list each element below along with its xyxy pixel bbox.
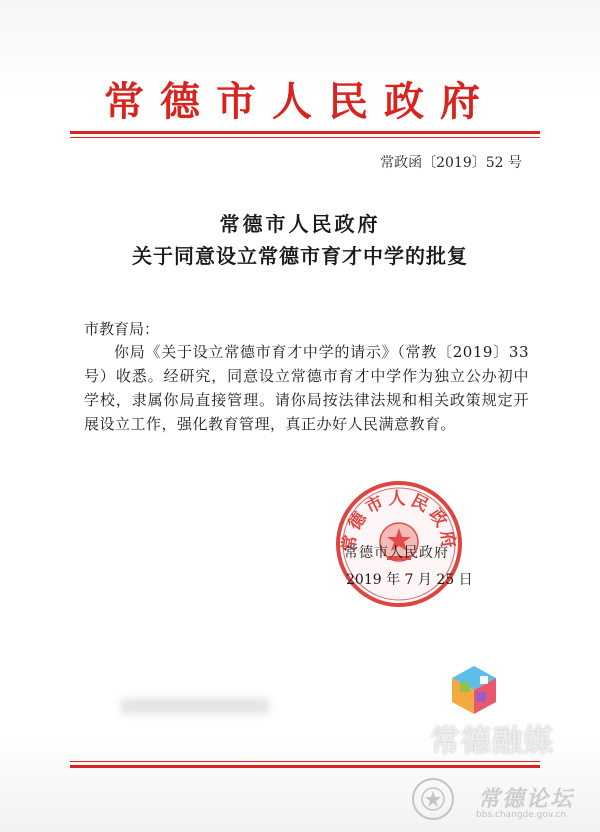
blurred-text xyxy=(120,698,270,714)
red-rule-top-thick xyxy=(70,131,540,134)
issuer-header: 常德市人民政府 xyxy=(104,79,496,124)
watermark-brand: 常德融媒 xyxy=(430,724,554,759)
document-body: 你局《关于设立常德市育才中学的请示》（常教〔2019〕33 号）收悉。经研究，同意设立常德市育才中学作为独立公办初中学校，隶属你局直接管理。请你局按法律法规和相关政策规定开展设立工作，强化教育管理，真正办好人民满意教育。 xyxy=(84,343,529,433)
sign-date: 2019 年 7 月 25 日 xyxy=(346,572,473,588)
document-number: 常政函〔2019〕52 号 xyxy=(380,155,522,171)
document-title-line1: 常德市人民政府 xyxy=(219,212,381,236)
forum-stamp-icon xyxy=(410,776,456,822)
signer: 常德市人民政府 xyxy=(344,545,449,561)
forum-url: bbs.changde.gov.cn xyxy=(476,810,567,820)
red-rule-bottom-thin xyxy=(70,761,540,762)
forum-name: 常德论坛 xyxy=(478,786,575,812)
addressee: 市教育局： xyxy=(84,320,160,338)
red-rule-bottom-thick xyxy=(70,765,540,768)
red-rule-top-thin xyxy=(70,137,540,138)
document-title-line2: 关于同意设立常德市育才中学的批复 xyxy=(132,244,468,268)
colorful-cube-logo-icon xyxy=(446,662,502,718)
seal-text: 常德市人民政府 xyxy=(339,489,459,554)
